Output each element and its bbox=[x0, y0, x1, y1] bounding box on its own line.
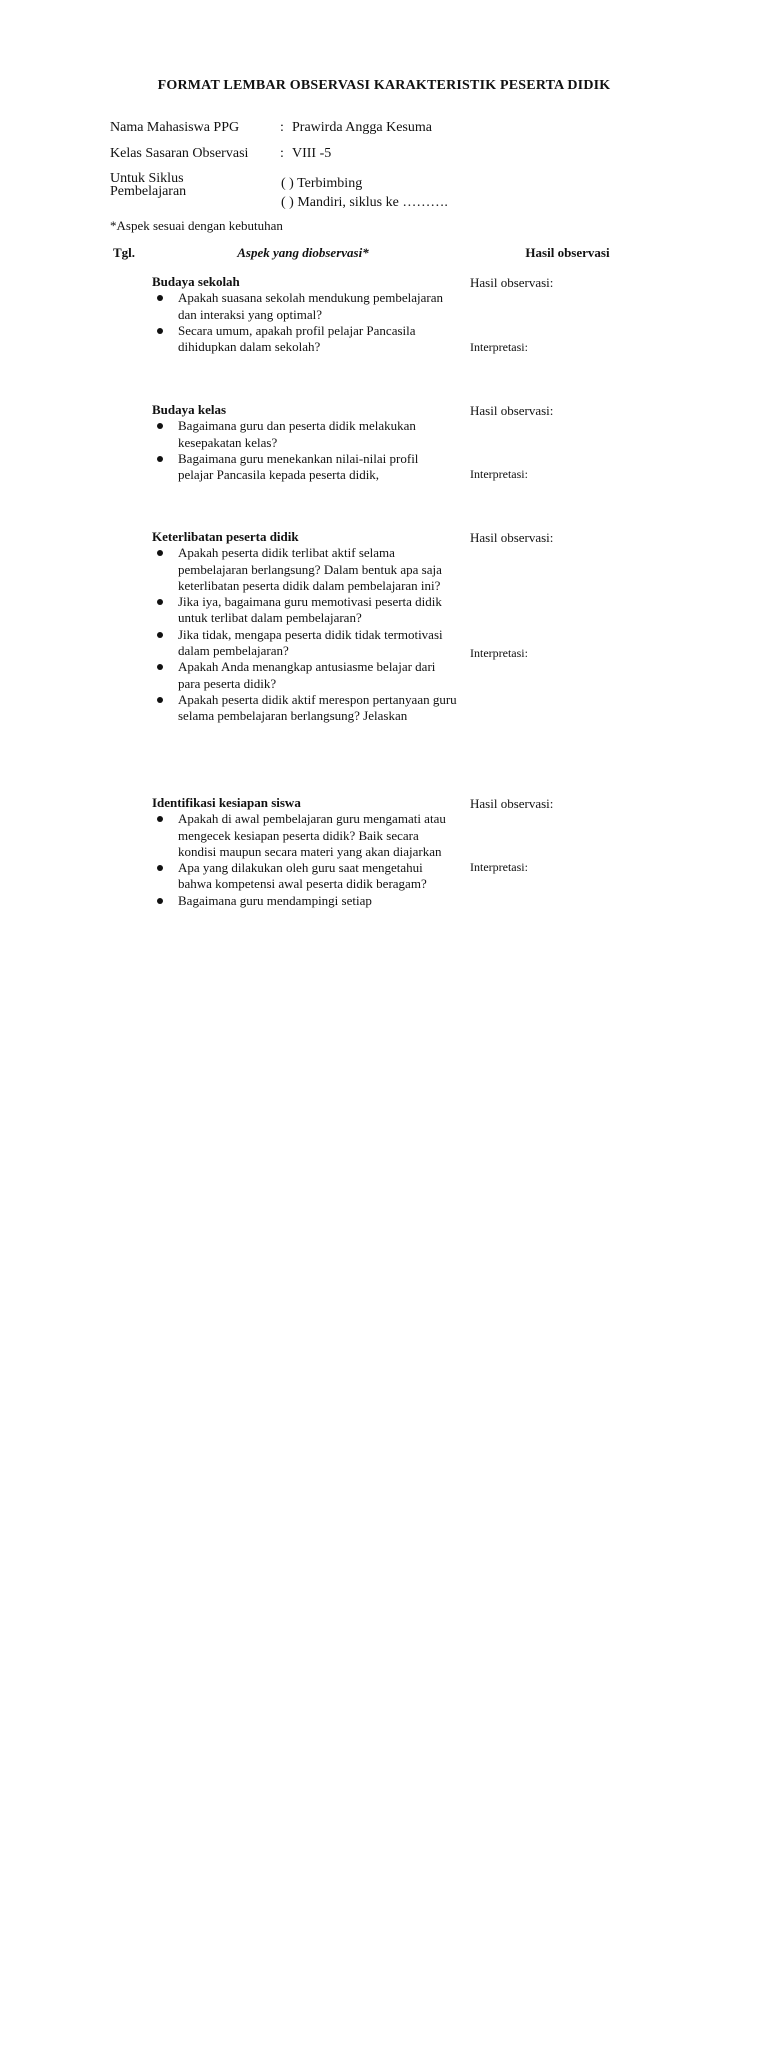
list-item: Apa yang dilakukan oleh guru saat mengetahui bahwa kompetensi awal peserta didik beragam? bbox=[152, 860, 457, 893]
aspect-student-readiness bbox=[152, 795, 457, 909]
student-name-value: Prawirda Angga Kesuma bbox=[292, 120, 432, 135]
list-item: Apakah Anda menangkap antusiasme belajar dari para peserta didik? bbox=[152, 659, 457, 692]
interpretation-label: Interpretasi: bbox=[470, 340, 528, 354]
aspect-heading: Keterlibatan peserta didik bbox=[152, 529, 299, 544]
colon: : bbox=[280, 146, 284, 161]
aspect-note: *Aspek sesuai dengan kebutuhan bbox=[110, 218, 283, 233]
target-class-value: VIII -5 bbox=[292, 146, 332, 161]
bullet-icon bbox=[157, 865, 163, 871]
list-item: Bagaimana guru dan peserta didik melakukan kesepakatan kelas? bbox=[152, 418, 457, 451]
aspect-heading: Identifikasi kesiapan siswa bbox=[152, 795, 301, 810]
colon: : bbox=[280, 120, 284, 135]
header-result: Hasil observasi bbox=[525, 245, 610, 260]
aspect-student-engagement bbox=[152, 529, 457, 725]
list-item: Apakah peserta didik terlibat aktif selama pembelajaran berlangsung? Dalam bentuk apa saja keterlibatan peserta didik dalam pembelajaran ini? bbox=[152, 545, 457, 594]
interpretation-label: Interpretasi: bbox=[470, 467, 528, 481]
bullet-icon bbox=[157, 328, 163, 334]
learning-cycle-label: Untuk Siklus Pembelajaran bbox=[110, 171, 187, 199]
list-item: Apakah peserta didik aktif merespon pertanyaan guru selama pembelajaran berlangsung? Jelaskan bbox=[152, 692, 457, 725]
interpretation-label: Interpretasi: bbox=[470, 646, 528, 660]
result-label: Hasil observasi: bbox=[470, 403, 554, 418]
aspect-heading: Budaya sekolah bbox=[152, 274, 240, 289]
bullet-icon bbox=[157, 632, 163, 638]
list-item: Jika iya, bagaimana guru memotivasi peserta didik untuk terlibat dalam pembelajaran? bbox=[152, 594, 457, 627]
header-aspect: Aspek yang diobservasi* bbox=[237, 245, 369, 260]
result-label: Hasil observasi: bbox=[470, 530, 554, 545]
list-item: Jika tidak, mengapa peserta didik tidak termotivasi dalam pembelajaran? bbox=[152, 627, 457, 660]
list-item: Secara umum, apakah profil pelajar Pancasila dihidupkan dalam sekolah? bbox=[152, 323, 457, 356]
aspect-heading: Budaya kelas bbox=[152, 402, 227, 417]
bullet-icon bbox=[157, 550, 163, 556]
cycle-option-independent: ( ) Mandiri, siklus ke ………. bbox=[281, 195, 448, 210]
bullet-icon bbox=[157, 599, 163, 605]
learning-cycle-options bbox=[281, 174, 448, 212]
bullet-icon bbox=[157, 816, 163, 822]
bullet-icon bbox=[157, 423, 163, 429]
interpretation-label: Interpretasi: bbox=[470, 860, 528, 874]
list-item: Apakah di awal pembelajaran guru mengamati atau mengecek kesiapan peserta didik? Baik secara kondisi maupun secara materi yang akan diajarkan bbox=[152, 811, 457, 860]
result-label: Hasil observasi: bbox=[470, 275, 554, 290]
list-item: Bagaimana guru mendampingi setiap bbox=[152, 893, 457, 909]
aspect-class-culture bbox=[152, 402, 457, 483]
target-class-label: Kelas Sasaran Observasi bbox=[110, 146, 249, 161]
aspect-school-culture bbox=[152, 274, 457, 355]
bullet-icon bbox=[157, 295, 163, 301]
result-label: Hasil observasi: bbox=[470, 796, 554, 811]
bullet-icon bbox=[157, 664, 163, 670]
bullet-icon bbox=[157, 456, 163, 462]
document-title: FORMAT LEMBAR OBSERVASI KARAKTERISTIK PESERTA DIDIK bbox=[157, 78, 611, 93]
list-item: Bagaimana guru menekankan nilai-nilai profil pelajar Pancasila kepada peserta didik, bbox=[152, 451, 457, 484]
header-date: Tgl. bbox=[112, 245, 136, 260]
bullet-icon bbox=[157, 898, 163, 904]
student-name-label: Nama Mahasiswa PPG bbox=[110, 120, 240, 135]
cycle-option-guided: ( ) Terbimbing bbox=[281, 176, 363, 191]
bullet-icon bbox=[157, 697, 163, 703]
list-item: Apakah suasana sekolah mendukung pembelajaran dan interaksi yang optimal? bbox=[152, 290, 457, 323]
